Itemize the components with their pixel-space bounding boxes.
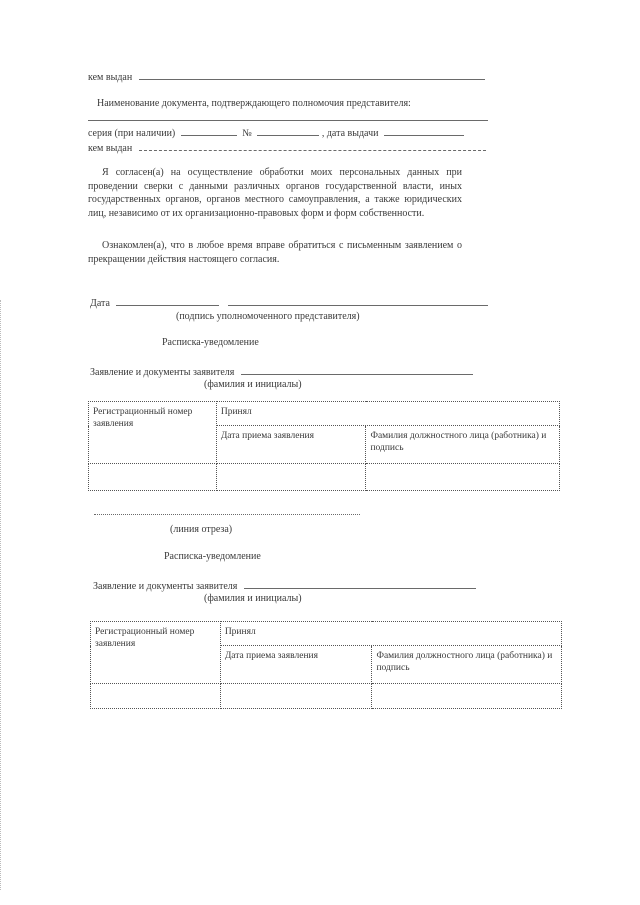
issue-date-label: , дата выдачи — [321, 128, 379, 139]
consent-paragraph-2: Ознакомлен(а), что в любое время вправе обратиться с письменным заявлением о прекращении действия настоящего согласия. — [88, 240, 462, 265]
consent-paragraph-1: Я согласен(а) на осуществление обработки моих персональных данных при проведении сверки с данными различных органов государственной власти, иных государственных органов, органов местного самоуправления, а также юридических лиц, независимо от их организационно-правовых форм и форм собственности. — [88, 167, 462, 219]
applicant-label: Заявление и документы заявителя — [93, 581, 238, 592]
signature-field[interactable] — [228, 296, 488, 306]
official-header: Фамилия должностного лица (работника) и подпись — [372, 646, 562, 684]
applicant-name-field[interactable] — [244, 579, 476, 589]
accepted-header: Принял — [216, 402, 559, 426]
applicant-row — [93, 579, 476, 593]
reg-number-header: Регистрационный номер заявления — [89, 402, 217, 464]
series-label: серия (при наличии) — [88, 128, 176, 139]
applicant-row — [90, 365, 473, 379]
date-label: Дата — [90, 298, 110, 309]
issued-by-field-2[interactable] — [139, 141, 486, 151]
official-cell[interactable] — [372, 684, 562, 709]
number-field[interactable] — [257, 126, 319, 136]
date-field[interactable] — [116, 296, 219, 306]
issued-by-row — [88, 70, 485, 84]
cut-line-caption: (линия отреза) — [170, 524, 233, 535]
doc-name-field[interactable] — [88, 120, 488, 121]
doc-title: Наименование документа, подтверждающего полномочия представителя: — [97, 98, 411, 109]
reg-number-header: Регистрационный номер заявления — [91, 622, 221, 684]
receipt-title: Расписка-уведомление — [162, 337, 259, 348]
name-caption: (фамилия и инициалы) — [204, 593, 302, 604]
name-caption: (фамилия и инициалы) — [204, 379, 302, 390]
date-received-header: Дата приема заявления — [220, 646, 372, 684]
issue-date-field[interactable] — [384, 126, 464, 136]
number-label: № — [242, 128, 252, 139]
signature-caption: (подпись уполномоченного представителя) — [176, 311, 360, 322]
date-received-cell[interactable] — [220, 684, 372, 709]
scan-edge — [0, 300, 1, 890]
registration-table — [90, 621, 562, 709]
applicant-label: Заявление и документы заявителя — [90, 367, 235, 378]
issued-by-label: кем выдан — [88, 72, 133, 83]
receipt-title: Расписка-уведомление — [164, 551, 261, 562]
applicant-name-field[interactable] — [241, 365, 473, 375]
accepted-header: Принял — [220, 622, 561, 646]
issued-by-row-2 — [88, 141, 486, 155]
reg-number-cell[interactable] — [89, 464, 217, 491]
issued-by-label-2: кем выдан — [88, 143, 133, 154]
reg-number-cell[interactable] — [91, 684, 221, 709]
date-received-header: Дата приема заявления — [216, 426, 366, 464]
date-received-cell[interactable] — [216, 464, 366, 491]
date-row — [90, 296, 488, 310]
series-field[interactable] — [181, 126, 237, 136]
official-cell[interactable] — [366, 464, 560, 491]
registration-table — [88, 401, 560, 491]
official-header: Фамилия должностного лица (работника) и подпись — [366, 426, 560, 464]
series-row — [88, 126, 464, 140]
issued-by-field[interactable] — [139, 70, 485, 80]
cut-line — [94, 514, 360, 515]
